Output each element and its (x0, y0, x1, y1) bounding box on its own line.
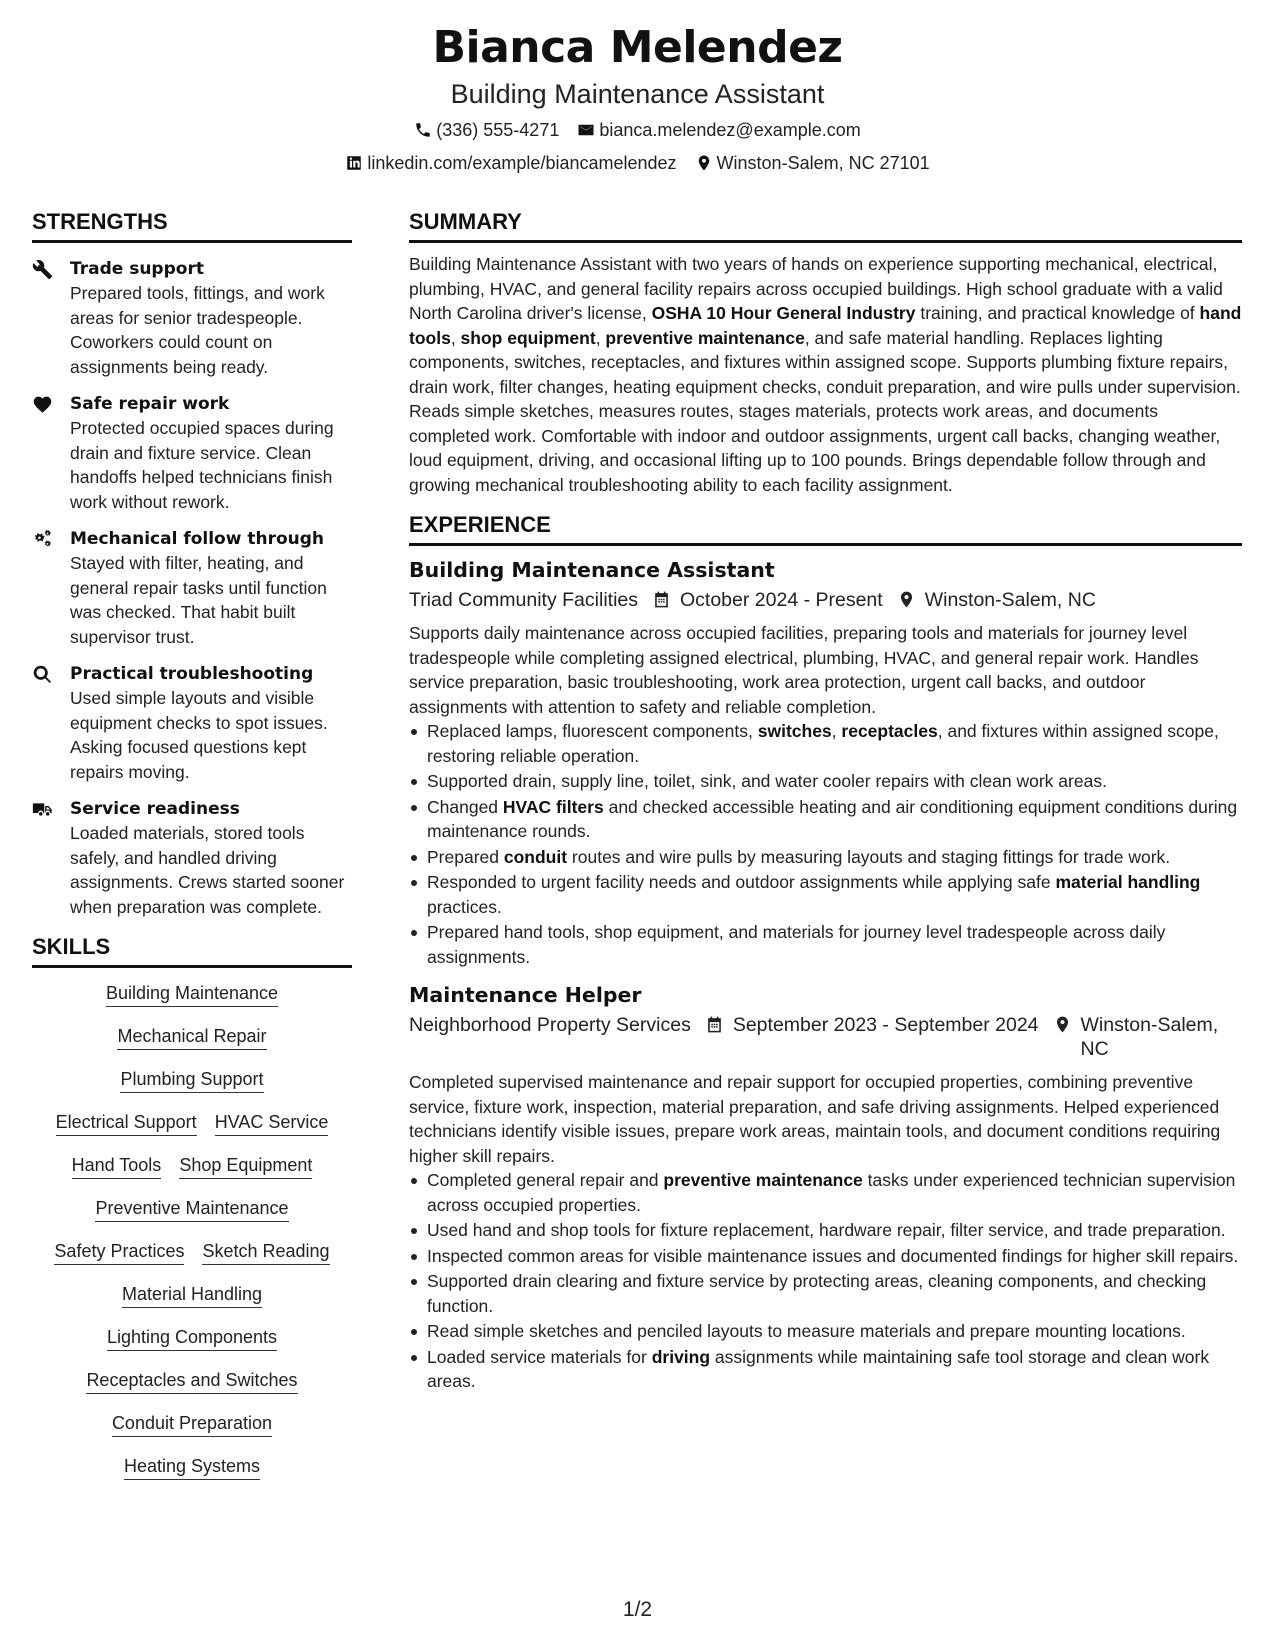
envelope-icon (577, 121, 595, 139)
list-item: Inspected common areas for visible maintenance issues and documented findings for higher skill repairs. (409, 1244, 1242, 1269)
skill-tag: Hand Tools (72, 1154, 162, 1179)
candidate-role: Building Maintenance Assistant (450, 79, 825, 109)
map-pin-icon (1053, 1015, 1072, 1034)
company-name: Triad Community Facilities (409, 589, 638, 611)
skill-tag: Building Maintenance (106, 982, 278, 1007)
skill-tag: Receptacles and Switches (86, 1369, 297, 1394)
job-entry (409, 981, 1242, 1394)
strength-item (32, 797, 352, 919)
job-meta (409, 588, 1242, 612)
strength-desc: Prepared tools, fittings, and work areas for senior tradespeople. Coworkers could count on assignments being ready. (70, 283, 325, 377)
linkedin[interactable] (345, 151, 676, 175)
linkedin-link[interactable]: linkedin.com/example/biancamelendez (367, 153, 677, 173)
strength-title: Safe repair work (70, 394, 230, 414)
list-item: Used hand and shop tools for fixture replacement, hardware repair, filter service, and trade preparation. (409, 1218, 1242, 1243)
skills-section (32, 933, 352, 1480)
strength-title: Service readiness (70, 799, 240, 819)
skills-list (32, 982, 352, 1480)
job-title: Building Maintenance Assistant (409, 558, 775, 582)
skill-tag: Safety Practices (54, 1240, 184, 1265)
right-column (409, 208, 1242, 1395)
strength-title: Trade support (70, 259, 204, 279)
location-text: Winston-Salem, NC 27101 (716, 153, 930, 173)
skill-tag: Electrical Support (56, 1111, 197, 1136)
linkedin-icon (345, 154, 363, 172)
job-location: Winston-Salem, NC (1039, 1013, 1224, 1061)
list-item: Supported drain, supply line, toilet, sink, and water cooler repairs with clean work areas. (409, 769, 1242, 794)
experience-heading: EXPERIENCE (409, 511, 1242, 546)
job-entry (409, 556, 1242, 969)
resume-header (0, 20, 1275, 175)
strengths-list (32, 257, 352, 919)
skills-heading: SKILLS (32, 933, 352, 968)
email-link[interactable]: bianca.melendez@example.com (599, 120, 861, 140)
job-title: Maintenance Helper (409, 983, 642, 1007)
skill-tag: Sketch Reading (202, 1240, 329, 1265)
list-item: Prepared conduit routes and wire pulls by measuring layouts and staging fittings for trade work. (409, 845, 1242, 870)
strength-desc: Stayed with filter, heating, and general repair tasks until function was checked. That habit built supervisor trust. (70, 553, 327, 647)
skill-tag: Preventive Maintenance (95, 1197, 288, 1222)
job-description: Supports daily maintenance across occupied facilities, preparing tools and materials for journey level tradespeople while completing assigned electrical, plumbing, HVAC, and general repair work. Handles service preparation, basic troubleshooting, work area protection, urgent call backs, and outdoor assignments with attention to safety and reliable completion. (409, 623, 1199, 717)
skill-tag: Plumbing Support (120, 1068, 263, 1093)
strength-desc: Loaded materials, stored tools safely, and handled driving assignments. Crews started sooner when preparation was complete. (70, 823, 345, 917)
strength-desc: Used simple layouts and visible equipment checks to spot issues. Asking focused questions kept repairs moving. (70, 688, 328, 782)
strength-item (32, 527, 352, 649)
truck-icon (32, 799, 53, 820)
email[interactable] (577, 118, 860, 142)
phone-icon (414, 121, 432, 139)
page-number: 1/2 (622, 1598, 653, 1621)
job-meta (409, 1013, 1242, 1061)
phone-text: (336) 555-4271 (436, 120, 560, 140)
location (695, 151, 930, 175)
calendar-icon (705, 1015, 724, 1034)
search-icon (32, 664, 53, 685)
skill-tag: Conduit Preparation (112, 1412, 272, 1437)
job-description: Completed supervised maintenance and repair support for occupied properties, combining preventive service, fixture work, inspection, material preparation, and safe driving assignments. Helped experienced technicians identify visible issues, prepare work areas, maintain tools, and document conditions requiring higher skill repairs. (409, 1072, 1221, 1166)
job-dates: September 2023 - September 2024 (691, 1013, 1039, 1061)
contact-row-2 (0, 151, 1275, 175)
candidate-name: Bianca Melendez (432, 22, 843, 73)
gears-icon (32, 529, 53, 550)
heart-icon (32, 394, 53, 415)
skill-tag: Heating Systems (124, 1455, 260, 1480)
list-item: Replaced lamps, fluorescent components, switches, receptacles, and fixtures within assigned scope, restoring reliable operation. (409, 719, 1242, 768)
strength-desc: Protected occupied spaces during drain and fixture service. Clean handoffs helped technicians finish work without rework. (70, 418, 334, 512)
strengths-heading: STRENGTHS (32, 208, 352, 243)
skill-tag: Mechanical Repair (117, 1025, 266, 1050)
strength-item (32, 392, 352, 514)
skill-tag: Lighting Components (107, 1326, 277, 1351)
wrench-icon (32, 259, 53, 280)
company-name: Neighborhood Property Services (409, 1014, 691, 1036)
strength-item (32, 257, 352, 379)
skill-tag: Material Handling (122, 1283, 262, 1308)
calendar-icon (652, 590, 671, 609)
left-column (32, 208, 352, 1498)
map-pin-icon (695, 154, 713, 172)
summary-text: Building Maintenance Assistant with two years of hands on experience supporting mechanical, electrical, plumbing, HVAC, and general facility repairs across occupied buildings. High school graduate with a valid North Carolina driver's license, OSHA 10 Hour General Industry training, and practical knowledge of hand tools, shop equipment, preventive maintenance, and safe material handling. Replaces lighting components, switches, receptacles, and fixtures within assigned scope. Supports plumbing fixture repairs, drain work, filter changes, heating equipment checks, conduit preparation, and wire pulls under supervision. Reads simple sketches, measures routes, stages materials, protects work areas, and documents completed work. Comfortable with indoor and outdoor assignments, urgent call backs, changing weather, loud equipment, driving, and occasional lifting up to 100 pounds. Brings dependable follow through and growing mechanical troubleshooting ability to each facility assignment. (409, 254, 1242, 495)
list-item: Responded to urgent facility needs and outdoor assignments while applying safe material handling practices. (409, 870, 1242, 919)
map-pin-icon (897, 590, 916, 609)
strength-item (32, 662, 352, 784)
list-item: Supported drain clearing and fixture service by protecting areas, cleaning components, and checking function. (409, 1269, 1242, 1318)
list-item: Read simple sketches and penciled layouts to measure materials and prepare mounting locations. (409, 1319, 1242, 1344)
list-item: Loaded service materials for driving assignments while maintaining safe tool storage and clean work areas. (409, 1345, 1242, 1394)
skill-tag: Shop Equipment (179, 1154, 312, 1179)
skill-tag: HVAC Service (215, 1111, 329, 1136)
strength-title: Mechanical follow through (70, 529, 325, 549)
list-item: Prepared hand tools, shop equipment, and materials for journey level tradespeople across daily assignments. (409, 920, 1242, 969)
summary-heading: SUMMARY (409, 208, 1242, 243)
job-location: Winston-Salem, NC (883, 588, 1096, 612)
job-bullets (409, 719, 1242, 969)
experience-section (409, 511, 1242, 1394)
job-bullets (409, 1168, 1242, 1394)
phone (414, 118, 559, 142)
list-item: Completed general repair and preventive maintenance tasks under experienced technician supervision across occupied properties. (409, 1168, 1242, 1217)
list-item: Changed HVAC filters and checked accessible heating and air conditioning equipment conditions during maintenance rounds. (409, 795, 1242, 844)
strength-title: Practical troubleshooting (70, 664, 314, 684)
contact-row-1 (0, 118, 1275, 142)
job-dates: October 2024 - Present (638, 588, 883, 612)
